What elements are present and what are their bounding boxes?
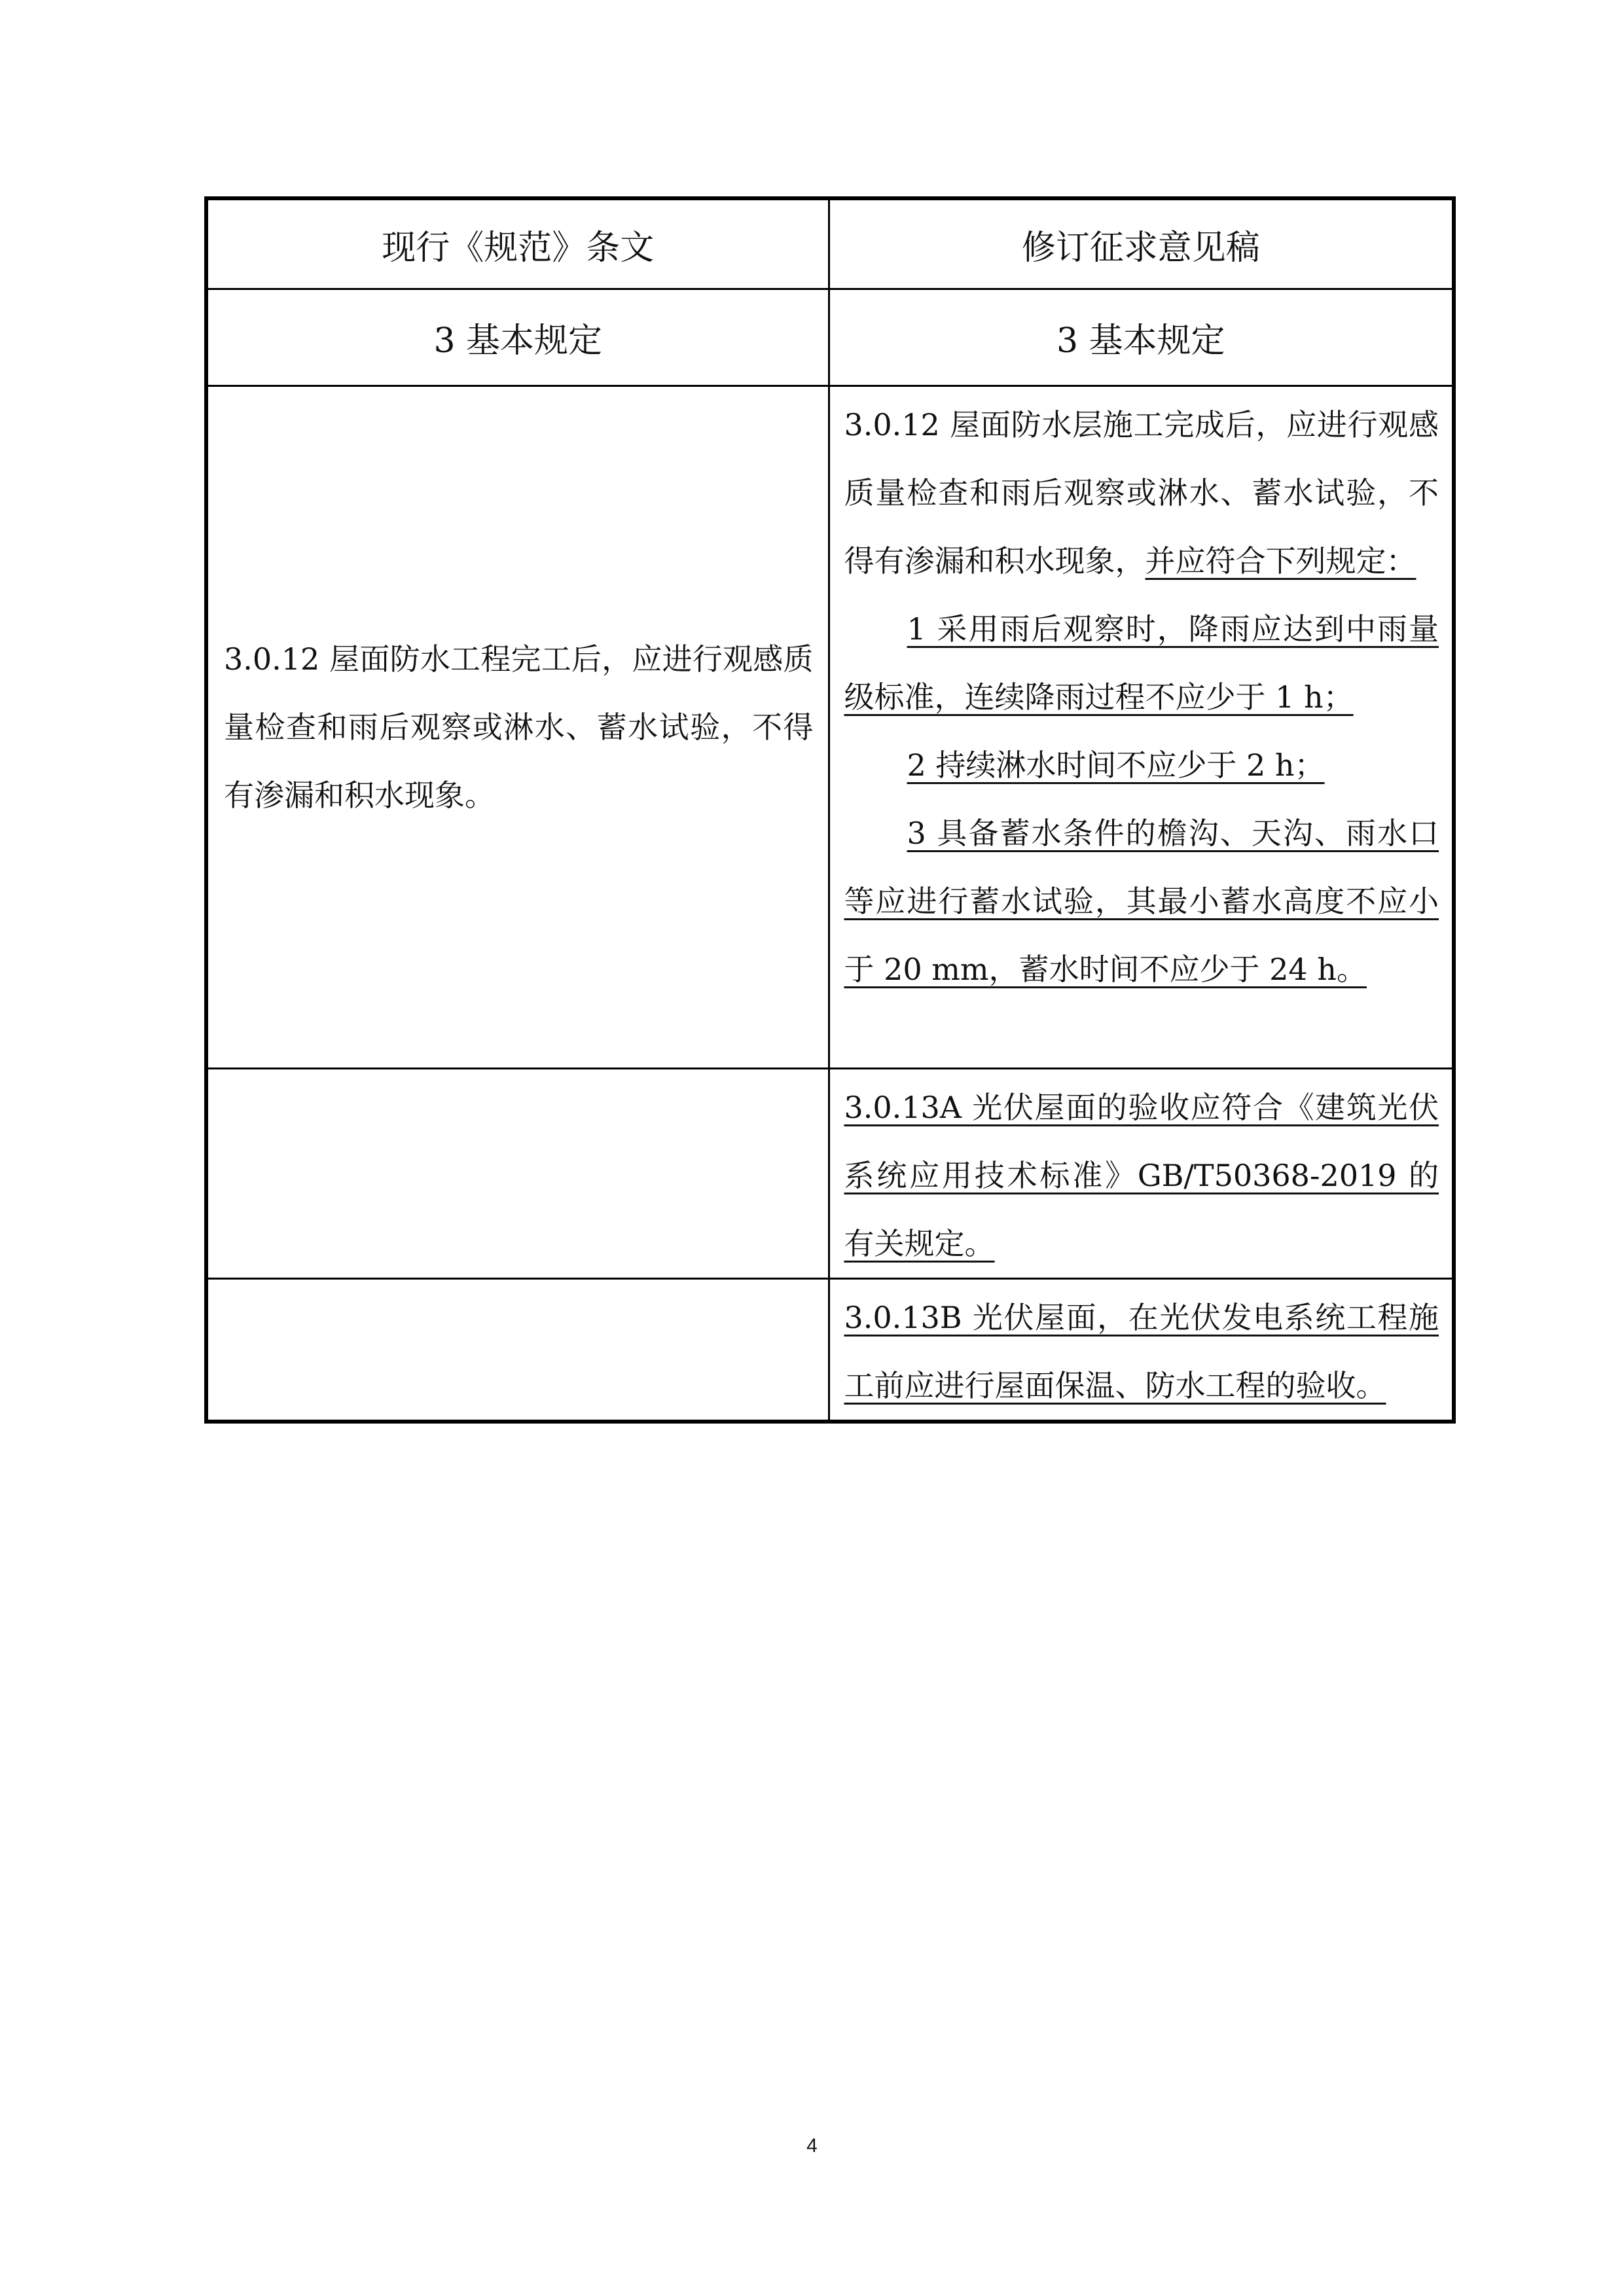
header-current-clause: 现行《规范》条文 — [206, 198, 829, 289]
header-row — [206, 198, 1454, 289]
item-1-text: 1 采用雨后观察时，降雨应达到中雨量级标准，连续降雨过程不应少于 1 h； — [844, 611, 1439, 715]
table-row — [206, 386, 1454, 1069]
list-item — [830, 595, 1453, 731]
list-item — [830, 731, 1453, 799]
clause-text-revised — [830, 387, 1453, 595]
header-revision-draft: 修订征求意见稿 — [829, 198, 1454, 289]
revised-clause-3-0-12 — [829, 386, 1454, 1069]
page-number: 4 — [806, 2135, 818, 2157]
clause-text-revised — [830, 1069, 1453, 1278]
section-row — [206, 289, 1454, 386]
current-clause-empty — [206, 1279, 829, 1422]
section-title-right: 3 基本规定 — [829, 289, 1454, 386]
item-2-text: 2 持续淋水时间不应少于 2 h； — [907, 747, 1325, 783]
clause-intro: 3.0.12 屋面防水层施工完成后，应进行观感质量检查和雨后观察或淋水、蓄水试验，不得有渗漏和积水现象， — [844, 407, 1439, 579]
clause-3-0-13a-text: 3.0.13A 光伏屋面的验收应符合《建筑光伏系统应用技术标准》GB/T50368-2019 的有关规定。 — [844, 1090, 1439, 1261]
current-clause-empty — [206, 1069, 829, 1279]
table-row — [206, 1279, 1454, 1422]
clause-3-0-13b-text: 3.0.13B 光伏屋面，在光伏发电系统工程施工前应进行屋面保温、防水工程的验收。 — [844, 1300, 1439, 1403]
section-title-left: 3 基本规定 — [206, 289, 829, 386]
revised-clause-3-0-13b — [829, 1279, 1454, 1422]
comparison-table — [204, 196, 1456, 1424]
item-3-text: 3 具备蓄水条件的檐沟、天沟、雨水口等应进行蓄水试验，其最小蓄水高度不应小于 20 mm，蓄水时间不应少于 24 h。 — [844, 816, 1439, 987]
clause-text-revised — [830, 1280, 1453, 1420]
current-clause-3-0-12 — [206, 386, 829, 1069]
list-item — [830, 799, 1453, 1003]
clause-intro-added: 并应符合下列规定： — [1145, 543, 1416, 579]
table-row — [206, 1069, 1454, 1279]
clause-text: 3.0.12 屋面防水工程完工后，应进行观感质量检查和雨后观察或淋水、蓄水试验，不得有渗漏和积水现象。 — [224, 641, 814, 813]
revised-clause-3-0-13a — [829, 1069, 1454, 1279]
